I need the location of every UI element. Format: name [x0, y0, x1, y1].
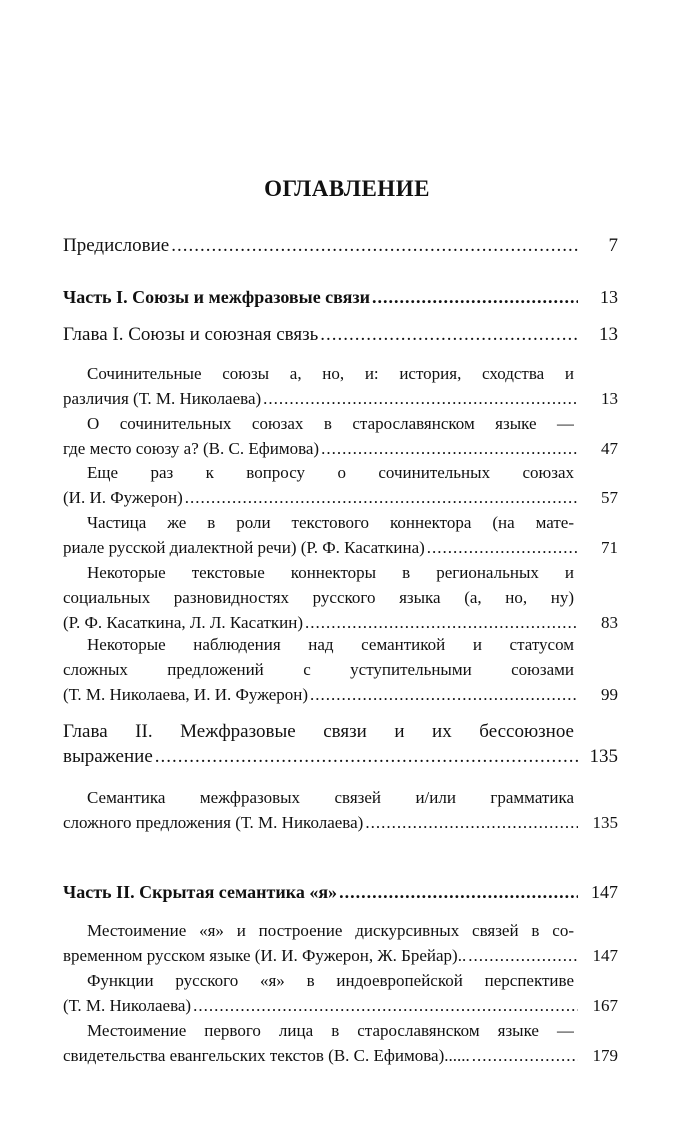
dot-leader — [427, 535, 578, 560]
toc-entry-line: Местоимение «я» и построение дискурсивных связей в со- — [87, 921, 574, 940]
toc-entry-line: временном русском языке (И. И. Фужерон, Ж. Брейар).. — [63, 946, 467, 965]
toc-entry-article — [63, 785, 618, 835]
toc-entry-line: где место союзу а? (В. С. Ефимова) — [63, 439, 320, 458]
toc-page-number: 57 — [601, 488, 618, 507]
toc-page-number: 99 — [601, 685, 618, 704]
toc-entry-title: Предисловие — [63, 235, 170, 256]
dot-leader — [310, 682, 578, 707]
toc-entry-line: сложного предложения (Т. М. Николаева) — [63, 813, 364, 832]
toc-page-number: 7 — [608, 235, 618, 256]
toc-page-number: 13 — [601, 389, 618, 408]
toc-entry-article — [63, 1018, 618, 1068]
toc-entry-line: Сочинительные союзы а, но, и: история, сходства и — [87, 364, 574, 383]
toc-entry-line: Частица же в роли текстового коннектора (на мате- — [87, 513, 574, 532]
page-title: ОГЛАВЛЕНИЕ — [264, 176, 430, 201]
dot-leader — [321, 436, 578, 461]
toc-entry-line: свидетельства евангельских текстов (В. С. Ефимова)...... — [63, 1046, 470, 1065]
toc-entry-line: сложных предложений с уступительными союзами — [63, 660, 574, 679]
toc-entry-article — [63, 632, 618, 707]
toc-entry-line: (Р. Ф. Касаткина, Л. Л. Касаткин) — [63, 613, 303, 632]
toc-entry-title: Часть I. Союзы и межфразовые связи — [63, 287, 371, 307]
dot-leader — [185, 485, 578, 510]
toc-page-number: 135 — [589, 746, 618, 767]
toc-entry-article — [63, 361, 618, 411]
dot-leader — [193, 993, 578, 1018]
toc-entry-line: Функции русского «я» в индоевропейской перспективе — [87, 971, 574, 990]
toc-entry-line: (Т. М. Николаева, И. И. Фужерон) — [63, 685, 309, 704]
toc-page-number: 47 — [601, 439, 618, 458]
toc-entry-line: различия (Т. М. Николаева) — [63, 389, 262, 408]
toc-entry-chapter-1 — [63, 322, 618, 347]
toc-entry-part-1 — [63, 285, 618, 310]
toc-entry-line: О сочинительных союзах в старославянском языке — — [87, 414, 574, 433]
toc-page-number: 83 — [601, 613, 618, 632]
toc-entry-preface — [63, 233, 618, 258]
toc-entry-line: выражение — [63, 746, 153, 767]
toc-page-number: 71 — [601, 538, 618, 557]
toc-entry-line: (Т. М. Николаева) — [63, 996, 192, 1015]
dot-leader — [468, 943, 578, 968]
dot-leader — [472, 1043, 578, 1068]
toc-entry-title: Часть II. Скрытая семантика «я» — [63, 882, 338, 902]
toc-entry-line: Некоторые текстовые коннекторы в региональных и — [87, 563, 574, 582]
toc-entry-article — [63, 560, 618, 635]
toc-entry-line: социальных разновидностях русского языка (а, но, ну) — [63, 588, 574, 607]
dot-leader — [372, 285, 578, 310]
dot-leader — [263, 386, 578, 411]
toc-page-number: 135 — [592, 813, 618, 832]
toc-entry-chapter-2 — [63, 719, 618, 769]
toc-entry-article — [63, 918, 618, 968]
toc-entry-line: Глава II. Межфразовые связи и их бессоюзное — [63, 721, 574, 742]
toc-entry-article — [63, 968, 618, 1018]
toc-page-number: 13 — [599, 324, 618, 345]
toc-entry-line: риале русской диалектной речи) (Р. Ф. Касаткина) — [63, 538, 425, 557]
toc-entry-line: Некоторые наблюдения над семантикой и статусом — [87, 635, 574, 654]
dot-leader — [339, 880, 578, 905]
toc-entry-article — [63, 510, 618, 560]
dot-leader — [171, 233, 578, 258]
toc-entry-article — [63, 460, 618, 510]
toc-entry-line: Семантика межфразовых связей и/или грамматика — [87, 788, 574, 807]
toc-page-number: 13 — [600, 287, 618, 307]
dot-leader — [155, 744, 578, 769]
toc-entry-title: Глава I. Союзы и союзная связь — [63, 324, 319, 345]
toc-entry-part-2 — [63, 880, 618, 905]
toc-page-number: 147 — [592, 946, 618, 965]
dot-leader — [365, 810, 578, 835]
toc-page-number: 179 — [592, 1046, 618, 1065]
dot-leader — [320, 322, 578, 347]
toc-entry-line: Еще раз к вопросу о сочинительных союзах — [87, 463, 574, 482]
toc-page-number: 167 — [592, 996, 618, 1015]
toc-entry-line: Местоимение первого лица в старославянском языке — — [87, 1021, 574, 1040]
toc-entry-article — [63, 411, 618, 461]
toc-page-number: 147 — [591, 882, 618, 902]
toc-entry-line: (И. И. Фужерон) — [63, 488, 183, 507]
